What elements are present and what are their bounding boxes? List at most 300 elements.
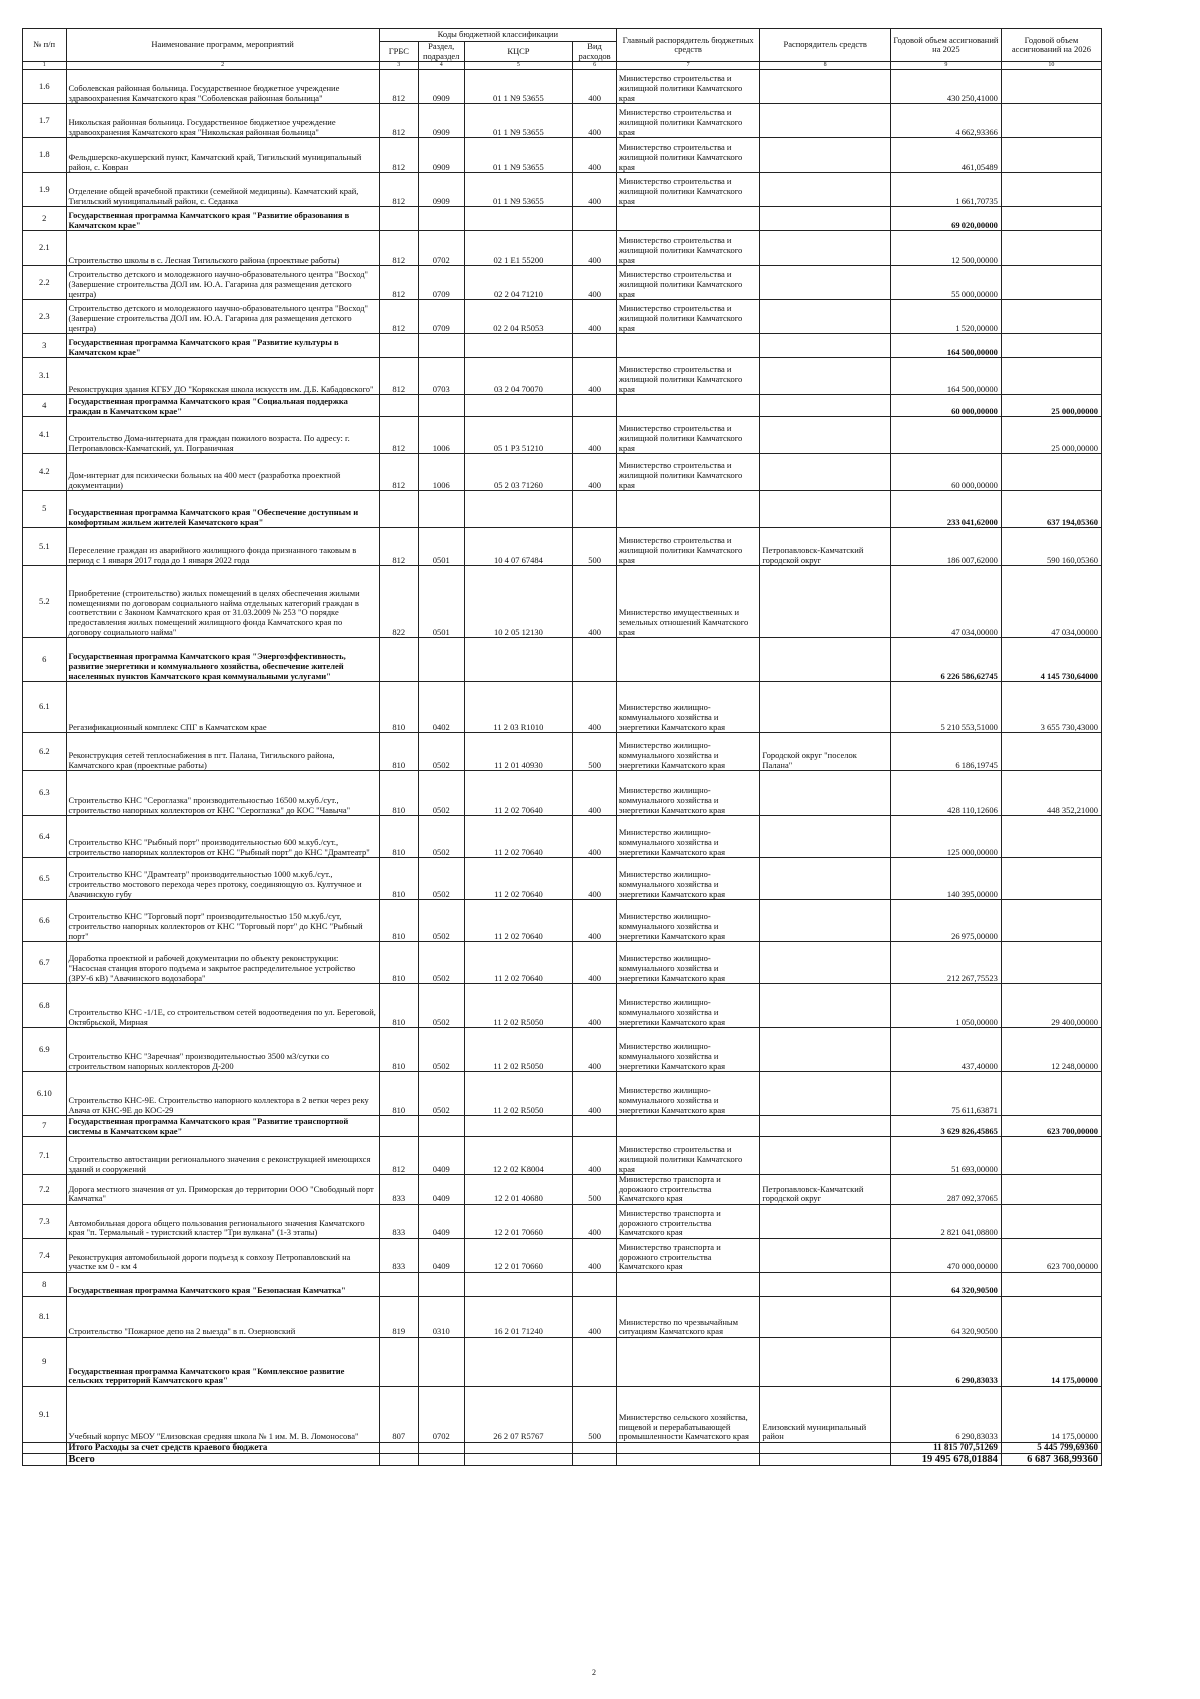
cell-name: Приобретение (строительство) жилых помещений в целях обеспечения жилыми помещениями по договорам социального найма отдельных категорий граждан в соответствии с Законом Камчатского края от 31.03.2009 № 253 "О порядке предоставления жилых помещений жилищного фонда Камчатского края по договору социального найма" [66, 566, 379, 638]
cell-amount-2026: 623 700,00000 [1001, 1116, 1101, 1137]
cell-razdel: 0502 [418, 816, 464, 858]
cell-main-manager: Министерство жилищно-коммунального хозяйства и энергетики Камчатского края [616, 816, 760, 858]
cell-amount-2026 [1001, 104, 1101, 138]
cell-razdel: 1006 [418, 417, 464, 454]
cell-vr: 400 [573, 300, 617, 334]
cell-grbs: 810 [379, 816, 418, 858]
cell-amount-2025: 125 000,00000 [890, 816, 1001, 858]
cell-grbs: 833 [379, 1238, 418, 1272]
cell-grbs: 833 [379, 1175, 418, 1205]
cell-no: 4 [23, 395, 67, 417]
cell-disposer [760, 395, 891, 417]
cell-main-manager: Министерство строительства и жилищной политики Камчатского края [616, 1137, 760, 1175]
cell-grbs: 812 [379, 231, 418, 266]
cell-name: Государственная программа Камчатского края "Развитие транспортной системы в Камчатском крае" [66, 1116, 379, 1137]
cell-no: 7.3 [23, 1204, 67, 1238]
table-row [23, 942, 1102, 984]
cell-main-manager: Министерство строительства и жилищной политики Камчатского края [616, 104, 760, 138]
cell-razdel: 0703 [418, 358, 464, 395]
cell-vr: 500 [573, 528, 617, 566]
cell-main-manager: Министерство строительства и жилищной политики Камчатского края [616, 358, 760, 395]
cell-no: 6.6 [23, 900, 67, 942]
cell-disposer [760, 334, 891, 358]
table-row [23, 566, 1102, 638]
cell-razdel [418, 334, 464, 358]
cell-name: Дорога местного значения от ул. Приморская до территории ООО "Свободный порт Камчатка" [66, 1175, 379, 1205]
cell-kcsr: 11 2 02 70640 [464, 942, 573, 984]
table-row [23, 1072, 1102, 1116]
program-row [23, 491, 1102, 528]
cell-no: 9 [23, 1337, 67, 1386]
cell-name: Учебный корпус МБОУ "Елизовская средняя школа № 1 им. М. В. Ломоносова" [66, 1386, 379, 1442]
cell-no: 1.7 [23, 104, 67, 138]
cell-vr [573, 334, 617, 358]
cell-main-manager: Министерство жилищно-коммунального хозяйства и энергетики Камчатского края [616, 858, 760, 900]
cell-amount-2025: 6 226 586,62745 [890, 638, 1001, 682]
cell-amount-2025: 6 290,83033 [890, 1337, 1001, 1386]
cell-name: Реконструкция сетей теплоснабжения в пгт. Палана, Тигильского района, Камчатского края (проектные работы) [66, 733, 379, 771]
cell-main-manager: Министерство жилищно-коммунального хозяйства и энергетики Камчатского края [616, 1072, 760, 1116]
cell-disposer [760, 984, 891, 1028]
cell-grbs: 812 [379, 454, 418, 491]
table-row [23, 173, 1102, 207]
cell-razdel: 0501 [418, 528, 464, 566]
cell-disposer [760, 491, 891, 528]
cell-amount-2025: 2 821 041,08800 [890, 1204, 1001, 1238]
table-row [23, 358, 1102, 395]
cell-razdel: 0709 [418, 266, 464, 300]
cell-main-manager: Министерство строительства и жилищной политики Камчатского края [616, 454, 760, 491]
column-number: 2 [66, 62, 379, 70]
cell-amount-2026 [1001, 858, 1101, 900]
cell-amount-2026: 47 034,00000 [1001, 566, 1101, 638]
table-footer [23, 1442, 1102, 1465]
table-row [23, 1028, 1102, 1072]
cell-razdel: 0409 [418, 1175, 464, 1205]
cell-name: Государственная программа Камчатского края "Комплексное развитие сельских территорий Камчатского края" [66, 1337, 379, 1386]
cell-main-manager [616, 1272, 760, 1296]
cell-disposer [760, 1238, 891, 1272]
column-number: 5 [464, 62, 573, 70]
cell-no: 6 [23, 638, 67, 682]
cell-disposer [760, 942, 891, 984]
cell-disposer [760, 682, 891, 733]
cell-name: Соболевская районная больница. Государственное бюджетное учреждение здравоохранения Камчатского края "Соболевская районная больница" [66, 70, 379, 104]
cell-razdel [418, 1272, 464, 1296]
cell-amount-2026: 14 175,00000 [1001, 1386, 1101, 1442]
table-body [23, 70, 1102, 1443]
cell-disposer [760, 816, 891, 858]
column-number: 10 [1001, 62, 1101, 70]
header-col-no: № п/п [23, 29, 67, 62]
cell-vr: 500 [573, 1175, 617, 1205]
cell-main-manager: Министерство сельского хозяйства, пищевой и перерабатывающей промышленности Камчатского края [616, 1386, 760, 1442]
cell-amount-2025: 69 020,00000 [890, 207, 1001, 231]
total-regional-row [23, 1442, 1102, 1453]
cell-main-manager: Министерство жилищно-коммунального хозяйства и энергетики Камчатского края [616, 984, 760, 1028]
cell-vr: 400 [573, 266, 617, 300]
cell-name: Строительство детского и молодежного научно-образовательного центра "Восход" (Завершение строительства ДОЛ им. Ю.А. Гагарина для размещения детского центра) [66, 300, 379, 334]
cell-grbs: 822 [379, 566, 418, 638]
total-regional-2026: 5 445 799,69360 [1001, 1442, 1101, 1453]
cell-main-manager: Министерство строительства и жилищной политики Камчатского края [616, 300, 760, 334]
column-number: 4 [418, 62, 464, 70]
cell-vr: 400 [573, 900, 617, 942]
cell-razdel: 0702 [418, 231, 464, 266]
cell-razdel [418, 207, 464, 231]
cell-no: 6.7 [23, 942, 67, 984]
cell-amount-2025: 212 267,75523 [890, 942, 1001, 984]
grand-total-grbs [379, 1453, 418, 1465]
cell-kcsr: 11 2 02 R5050 [464, 1072, 573, 1116]
cell-razdel: 0409 [418, 1137, 464, 1175]
cell-grbs [379, 1272, 418, 1296]
cell-disposer [760, 173, 891, 207]
cell-vr: 500 [573, 733, 617, 771]
cell-kcsr: 16 2 01 71240 [464, 1296, 573, 1337]
cell-no: 9.1 [23, 1386, 67, 1442]
cell-amount-2025: 164 500,00000 [890, 358, 1001, 395]
budget-table-sheet [22, 28, 1102, 1466]
cell-kcsr: 11 2 02 R5050 [464, 1028, 573, 1072]
table-row [23, 1238, 1102, 1272]
cell-main-manager: Министерство имущественных и земельных отношений Камчатского края [616, 566, 760, 638]
header-col-2025: Годовой объем ассигнований на 2025 [890, 29, 1001, 62]
total-regional-razdel [418, 1442, 464, 1453]
cell-amount-2026: 12 248,00000 [1001, 1028, 1101, 1072]
cell-razdel: 0502 [418, 942, 464, 984]
cell-amount-2025: 6 290,83033 [890, 1386, 1001, 1442]
header-col-disp: Распорядитель средств [760, 29, 891, 62]
cell-amount-2026: 4 145 730,64000 [1001, 638, 1101, 682]
cell-name: Строительство школы в с. Лесная Тигильского района (проектные работы) [66, 231, 379, 266]
total-regional-kcsr [464, 1442, 573, 1453]
cell-vr: 400 [573, 771, 617, 816]
grand-total-disp [760, 1453, 891, 1465]
column-number: 1 [23, 62, 67, 70]
cell-vr: 400 [573, 70, 617, 104]
cell-amount-2025: 64 320,90500 [890, 1296, 1001, 1337]
cell-amount-2026: 25 000,00000 [1001, 417, 1101, 454]
total-regional-vr [573, 1442, 617, 1453]
cell-grbs: 812 [379, 300, 418, 334]
cell-amount-2025: 5 210 553,51000 [890, 682, 1001, 733]
cell-kcsr [464, 638, 573, 682]
cell-amount-2025: 186 007,62000 [890, 528, 1001, 566]
cell-razdel [418, 1337, 464, 1386]
cell-amount-2025: 6 186,19745 [890, 733, 1001, 771]
cell-no: 6.2 [23, 733, 67, 771]
table-row [23, 266, 1102, 300]
cell-grbs: 812 [379, 417, 418, 454]
cell-kcsr [464, 334, 573, 358]
cell-name: Никольская районная больница. Государственное бюджетное учреждение здравоохранения Камчатского края "Никольская районная больница" [66, 104, 379, 138]
program-row [23, 207, 1102, 231]
cell-grbs: 812 [379, 173, 418, 207]
cell-razdel: 0909 [418, 104, 464, 138]
cell-grbs: 812 [379, 138, 418, 173]
program-row [23, 1116, 1102, 1137]
cell-name: Государственная программа Камчатского края "Обеспечение доступным и комфортным жильем жителей Камчатского края" [66, 491, 379, 528]
header-col-main: Главный распорядитель бюджетных средств [616, 29, 760, 62]
cell-razdel: 0502 [418, 858, 464, 900]
cell-amount-2025: 4 662,93366 [890, 104, 1001, 138]
cell-amount-2026: 29 400,00000 [1001, 984, 1101, 1028]
cell-vr: 400 [573, 984, 617, 1028]
cell-no: 7.4 [23, 1238, 67, 1272]
cell-amount-2026 [1001, 816, 1101, 858]
cell-name: Строительство "Пожарное депо на 2 выезда" в п. Озерновский [66, 1296, 379, 1337]
cell-razdel: 0502 [418, 733, 464, 771]
column-number: 7 [616, 62, 760, 70]
cell-no: 2.1 [23, 231, 67, 266]
cell-razdel [418, 1116, 464, 1137]
cell-razdel: 0310 [418, 1296, 464, 1337]
cell-no: 1.8 [23, 138, 67, 173]
total-regional-disp [760, 1442, 891, 1453]
cell-no: 7.1 [23, 1137, 67, 1175]
cell-kcsr: 12 2 02 K8004 [464, 1137, 573, 1175]
cell-vr: 400 [573, 1137, 617, 1175]
cell-razdel: 0502 [418, 900, 464, 942]
cell-name: Строительство КНС "Заречная" производительностью 3500 м3/сутки со строительством напорных коллекторов Д-200 [66, 1028, 379, 1072]
cell-main-manager [616, 638, 760, 682]
cell-disposer [760, 566, 891, 638]
grand-total-vr [573, 1453, 617, 1465]
cell-vr [573, 207, 617, 231]
cell-no: 6.10 [23, 1072, 67, 1116]
cell-razdel: 0709 [418, 300, 464, 334]
cell-razdel [418, 638, 464, 682]
table-row [23, 682, 1102, 733]
table-row [23, 771, 1102, 816]
cell-name: Автомобильная дорога общего пользования регионального значения Камчатского края "п. Термальный - туристский кластер "Три вулкана" (1-3 этапы) [66, 1204, 379, 1238]
cell-amount-2026 [1001, 900, 1101, 942]
cell-name: Государственная программа Камчатского края "Социальная поддержка граждан в Камчатском крае" [66, 395, 379, 417]
cell-amount-2025: 12 500,00000 [890, 231, 1001, 266]
cell-disposer [760, 1337, 891, 1386]
cell-name: Фельдшерско-акушерский пункт, Камчатский край, Тигильский муниципальный район, с. Ковран [66, 138, 379, 173]
cell-disposer [760, 104, 891, 138]
cell-kcsr [464, 207, 573, 231]
cell-disposer [760, 231, 891, 266]
cell-amount-2026: 25 000,00000 [1001, 395, 1101, 417]
cell-disposer [760, 1272, 891, 1296]
cell-amount-2026 [1001, 733, 1101, 771]
cell-main-manager [616, 491, 760, 528]
cell-vr: 400 [573, 138, 617, 173]
cell-amount-2025: 51 693,00000 [890, 1137, 1001, 1175]
program-row [23, 1337, 1102, 1386]
cell-amount-2026: 590 160,05360 [1001, 528, 1101, 566]
cell-name: Регазификационный комплекс СПГ в Камчатском крае [66, 682, 379, 733]
cell-kcsr: 11 2 02 70640 [464, 771, 573, 816]
cell-disposer: Петропавловск-Камчатский городской округ [760, 528, 891, 566]
cell-no: 3.1 [23, 358, 67, 395]
cell-amount-2025: 55 000,00000 [890, 266, 1001, 300]
cell-no: 8.1 [23, 1296, 67, 1337]
cell-amount-2025: 75 611,63871 [890, 1072, 1001, 1116]
cell-vr: 400 [573, 858, 617, 900]
cell-kcsr: 10 2 05 12130 [464, 566, 573, 638]
cell-name: Строительство автостанции регионального значения с реконструкцией имеющихся зданий и сооружений [66, 1137, 379, 1175]
cell-amount-2025: 3 629 826,45865 [890, 1116, 1001, 1137]
cell-grbs [379, 207, 418, 231]
cell-amount-2025: 1 520,00000 [890, 300, 1001, 334]
grand-total-kcsr [464, 1453, 573, 1465]
cell-no: 4.1 [23, 417, 67, 454]
cell-vr: 400 [573, 358, 617, 395]
table-row [23, 417, 1102, 454]
cell-no: 7 [23, 1116, 67, 1137]
cell-name: Строительство КНС "Торговый порт" производительностью 150 м.куб./сут, строительство напорных коллекторов от КНС "Торговый порт" до КНС "Рыбный порт" [66, 900, 379, 942]
cell-grbs: 812 [379, 70, 418, 104]
cell-kcsr [464, 1116, 573, 1137]
cell-grbs: 819 [379, 1296, 418, 1337]
cell-grbs: 812 [379, 266, 418, 300]
cell-razdel: 0502 [418, 771, 464, 816]
cell-kcsr: 11 2 02 70640 [464, 858, 573, 900]
budget-table [22, 28, 1102, 1466]
cell-disposer [760, 1116, 891, 1137]
table-row [23, 1296, 1102, 1337]
cell-disposer [760, 207, 891, 231]
cell-razdel [418, 491, 464, 528]
table-row [23, 858, 1102, 900]
grand-total-main [616, 1453, 760, 1465]
cell-amount-2025: 461,05489 [890, 138, 1001, 173]
cell-main-manager: Министерство строительства и жилищной политики Камчатского края [616, 266, 760, 300]
table-row [23, 70, 1102, 104]
table-row [23, 300, 1102, 334]
cell-amount-2025: 140 395,00000 [890, 858, 1001, 900]
cell-amount-2025: 1 050,00000 [890, 984, 1001, 1028]
cell-grbs: 812 [379, 1137, 418, 1175]
column-number: 9 [890, 62, 1001, 70]
cell-amount-2026 [1001, 207, 1101, 231]
cell-no: 2 [23, 207, 67, 231]
cell-amount-2026 [1001, 358, 1101, 395]
cell-vr: 400 [573, 1028, 617, 1072]
cell-amount-2026 [1001, 1137, 1101, 1175]
cell-disposer [760, 900, 891, 942]
cell-main-manager: Министерство транспорта и дорожного строительства Камчатского края [616, 1175, 760, 1205]
cell-kcsr: 01 1 N9 53655 [464, 104, 573, 138]
cell-kcsr: 11 2 02 R5050 [464, 984, 573, 1028]
cell-kcsr: 11 2 02 70640 [464, 816, 573, 858]
cell-vr [573, 395, 617, 417]
cell-main-manager [616, 334, 760, 358]
cell-grbs [379, 1116, 418, 1137]
cell-amount-2025: 287 092,37065 [890, 1175, 1001, 1205]
cell-no: 6.5 [23, 858, 67, 900]
cell-no: 6.1 [23, 682, 67, 733]
cell-no: 6.3 [23, 771, 67, 816]
cell-name: Строительство КНС "Драмтеатр" производительностью 1000 м.куб./сут., строительство мостового перехода через протоку, соединяющую оз. Култучное и Авачинскую губу [66, 858, 379, 900]
cell-vr: 400 [573, 231, 617, 266]
cell-grbs: 810 [379, 1028, 418, 1072]
cell-vr: 400 [573, 1204, 617, 1238]
table-header [23, 29, 1102, 70]
table-row [23, 1204, 1102, 1238]
cell-vr: 500 [573, 1386, 617, 1442]
cell-razdel: 0402 [418, 682, 464, 733]
cell-grbs: 807 [379, 1386, 418, 1442]
cell-name: Строительство КНС -1/1Е, со строительством сетей водоотведения по ул. Береговой, Октябрьской, Мирная [66, 984, 379, 1028]
cell-amount-2026 [1001, 334, 1101, 358]
cell-main-manager: Министерство строительства и жилищной политики Камчатского края [616, 417, 760, 454]
grand-total-no [23, 1453, 67, 1465]
cell-razdel: 0501 [418, 566, 464, 638]
table-row [23, 1386, 1102, 1442]
cell-name: Отделение общей врачебной практики (семейной медицины). Камчатский край, Тигильский муниципальный район, с. Седанка [66, 173, 379, 207]
cell-amount-2026 [1001, 1175, 1101, 1205]
grand-total-label: Всего [66, 1453, 379, 1465]
total-regional-2025: 11 815 707,51269 [890, 1442, 1001, 1453]
cell-razdel: 0502 [418, 984, 464, 1028]
cell-kcsr [464, 1272, 573, 1296]
cell-main-manager: Министерство транспорта и дорожного строительства Камчатского края [616, 1204, 760, 1238]
cell-disposer [760, 1072, 891, 1116]
column-number: 6 [573, 62, 617, 70]
program-row [23, 334, 1102, 358]
cell-amount-2026: 448 352,21000 [1001, 771, 1101, 816]
cell-main-manager [616, 395, 760, 417]
cell-disposer [760, 1028, 891, 1072]
cell-amount-2025: 1 661,70735 [890, 173, 1001, 207]
table-row [23, 1175, 1102, 1205]
cell-amount-2026 [1001, 1272, 1101, 1296]
table-row [23, 454, 1102, 491]
cell-disposer [760, 358, 891, 395]
cell-vr: 400 [573, 173, 617, 207]
cell-amount-2026: 623 700,00000 [1001, 1238, 1101, 1272]
cell-vr: 400 [573, 104, 617, 138]
cell-grbs: 812 [379, 528, 418, 566]
table-row [23, 104, 1102, 138]
cell-vr: 400 [573, 566, 617, 638]
total-regional-no [23, 1442, 67, 1453]
cell-kcsr: 12 2 01 70660 [464, 1204, 573, 1238]
cell-amount-2026 [1001, 1204, 1101, 1238]
cell-name: Государственная программа Камчатского края "Безопасная Камчатка" [66, 1272, 379, 1296]
cell-kcsr: 11 2 01 40930 [464, 733, 573, 771]
cell-amount-2025: 47 034,00000 [890, 566, 1001, 638]
cell-main-manager: Министерство жилищно-коммунального хозяйства и энергетики Камчатского края [616, 733, 760, 771]
grand-total-2026: 6 687 368,99360 [1001, 1453, 1101, 1465]
cell-name: Строительство КНС-9Е. Строительство напорного коллектора в 2 ветки через реку Авача от КНС-9Е до КОС-29 [66, 1072, 379, 1116]
header-col-2026: Годовой объем ассигнований на 2026 [1001, 29, 1101, 62]
cell-no: 5 [23, 491, 67, 528]
grand-total-2025: 19 495 678,01884 [890, 1453, 1001, 1465]
cell-razdel [418, 395, 464, 417]
grand-total-razdel [418, 1453, 464, 1465]
table-row [23, 1137, 1102, 1175]
cell-kcsr [464, 491, 573, 528]
cell-disposer [760, 1137, 891, 1175]
cell-kcsr: 01 1 N9 53655 [464, 173, 573, 207]
cell-main-manager [616, 1116, 760, 1137]
cell-amount-2025: 164 500,00000 [890, 334, 1001, 358]
cell-main-manager [616, 1337, 760, 1386]
cell-name: Реконструкция здания КГБУ ДО "Корякская школа искусств им. Д.Б. Кабадовского" [66, 358, 379, 395]
cell-razdel: 0502 [418, 1072, 464, 1116]
cell-razdel: 0909 [418, 138, 464, 173]
cell-name: Государственная программа Камчатского края "Развитие культуры в Камчатском крае" [66, 334, 379, 358]
header-group-codes: Коды бюджетной классификации [379, 29, 616, 42]
cell-main-manager: Министерство жилищно-коммунального хозяйства и энергетики Камчатского края [616, 942, 760, 984]
cell-razdel: 0502 [418, 1028, 464, 1072]
